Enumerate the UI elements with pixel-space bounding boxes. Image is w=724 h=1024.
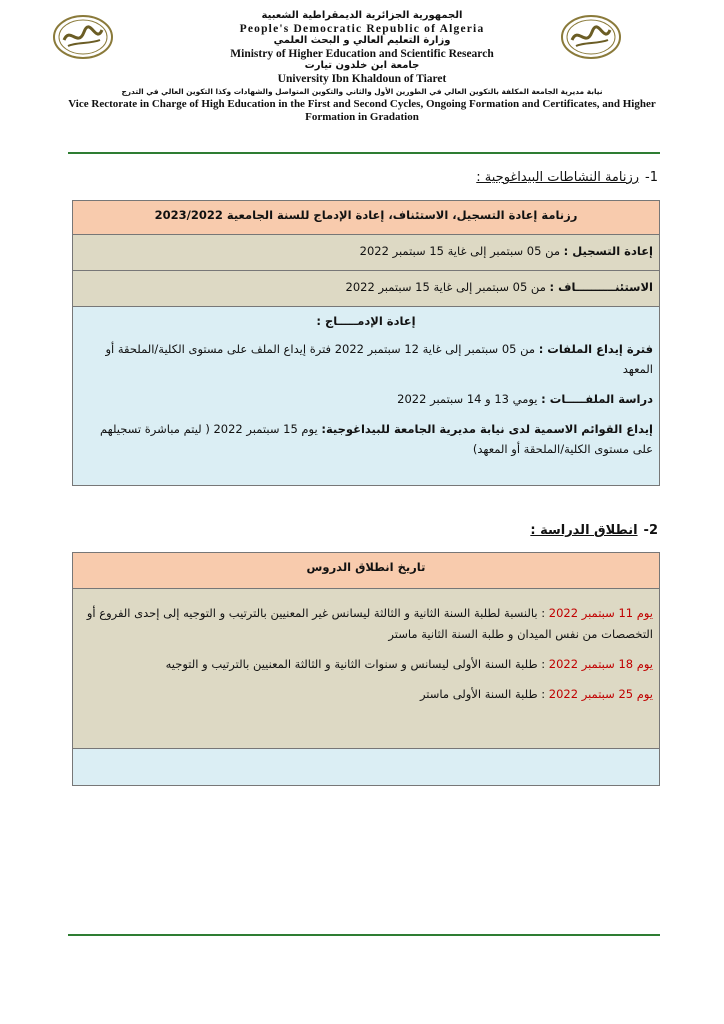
footer-divider <box>68 934 660 936</box>
lists-value: يوم 15 سبتمبر 2022 ( ليتم مباشرة تسجيلهم على مستوى الكلية/الملحقة أو المعهد) <box>100 422 653 456</box>
course-start-item-1 <box>79 603 653 645</box>
empty-row <box>73 749 659 785</box>
section2-table <box>72 552 660 786</box>
section2-number: 2- <box>643 523 658 538</box>
section1-table-heading: رزنامة إعادة التسجيل، الاستئناف، إعادة الإدماج للسنة الجامعية 2023/2022 <box>73 201 659 235</box>
item3-text: : طلبة السنة الأولى ماستر <box>419 687 549 701</box>
section1-table <box>72 200 660 486</box>
course-start-row <box>73 589 659 749</box>
lists-label: إيداع القوائم الاسمية لدى نيابة مديرية الجامعة للبيداغوجية: <box>321 422 653 436</box>
reregistration-value: من 05 سبتمبر إلى غاية 15 سبتمبر 2022 <box>359 244 564 258</box>
section1-title: رزنامة النشاطات البيداغوجية : <box>476 170 640 185</box>
header-divider <box>68 152 660 154</box>
header-university-en: University Ibn Khaldoun of Tiaret <box>277 72 447 85</box>
section2-table-heading: تاريخ انطلاق الدروس <box>73 553 659 589</box>
resumption-label: الاستئنــــــــــاف : <box>549 280 653 294</box>
header-republic-ar: الجمهورية الجزائرية الديمقراطية الشعبية <box>261 10 463 21</box>
reregistration-row <box>73 235 659 271</box>
files-study <box>79 389 653 409</box>
header-vice-rectorate-en: Vice Rectorate in Charge of High Education in the First and Second Cycles, Ongoing Formation and Certificates, and Higher Formation in Gradation <box>68 98 656 123</box>
header-university-ar: جامعة ابن خلدون تيارت <box>304 60 420 72</box>
course-start-item-3 <box>79 684 653 705</box>
document-header <box>0 10 724 123</box>
header-ministry-en: Ministry of Higher Education and Scientific Research <box>230 47 494 60</box>
filing-label: فترة إيداع الملفات : <box>538 342 653 356</box>
reintegration-title: إعادة الإدمـــــاج : <box>316 314 416 328</box>
item1-date: يوم 11 سبتمبر 2022 <box>548 606 653 620</box>
header-republic-en: People's Democratic Republic of Algeria <box>239 22 485 35</box>
resumption-row <box>73 271 659 307</box>
item1-text: : بالنسبة لطلبة السنة الثانية و الثالثة ليسانس غير المعنيين بالترتيب و التوجيه إلى إحدى الفروع أو التخصصات من نفس الميدان و طلبة السنة الثانية ماستر <box>86 606 653 641</box>
reregistration-label: إعادة التسجيل : <box>563 244 653 258</box>
filing-value: من 05 سبتمبر إلى غاية 12 سبتمبر 2022 فترة إيداع الملف على مستوى الكلية/الملحقة أو المعهد <box>105 342 653 376</box>
header-vice-rectorate-ar: نيابة مديرية الجامعة المكلفة بالتكوين العالي في الطورين الأول والثاني والتكوين المتواصل والشهادات وكذا التكوين العالي في التدرج <box>121 86 603 96</box>
reintegration-row <box>73 307 659 485</box>
section1-number: 1- <box>645 170 658 185</box>
item2-date: يوم 18 سبتمبر 2022 <box>548 657 653 671</box>
section2-title: انطلاق الدراسة : <box>530 523 638 538</box>
resumption-value: من 05 سبتمبر إلى غاية 15 سبتمبر 2022 <box>345 280 550 294</box>
section2-heading <box>530 523 658 538</box>
study-value: يومي 13 و 14 سبتمبر 2022 <box>397 392 542 406</box>
item3-date: يوم 25 سبتمبر 2022 <box>548 687 653 701</box>
study-label: دراسة الملفـــــات : <box>541 392 653 406</box>
filing-period <box>79 339 653 379</box>
header-ministry-ar: وزارة التعليم العالي و البحث العلمي <box>273 35 451 47</box>
lists-submission <box>79 419 653 459</box>
section1-heading <box>476 170 658 185</box>
item2-text: : طلبة السنة الأولى ليسانس و سنوات الثانية و الثالثة المعنيين بالترتيب و التوجيه <box>165 657 549 671</box>
course-start-item-2 <box>79 654 653 675</box>
